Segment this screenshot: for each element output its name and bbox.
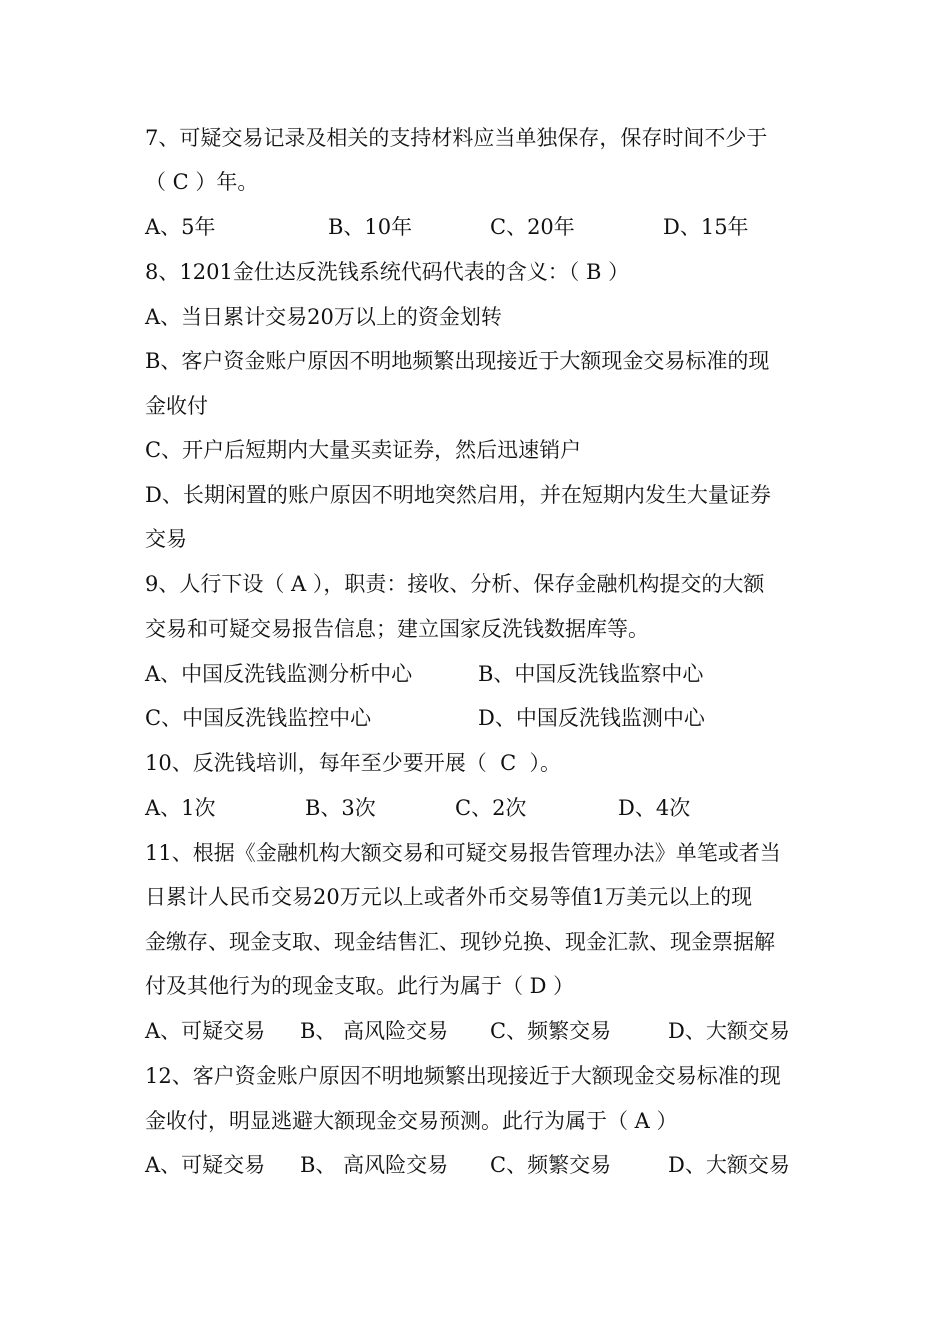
question-8-text: 8、1201金仕达反洗钱系统代码代表的含义：（ B ） [145, 260, 630, 284]
question-9-options-row2 [145, 703, 825, 733]
option-c: C、20年 [490, 215, 575, 239]
question-9-text: 9、人行下设（ A ），职责：接收、分析、保存金融机构提交的大额 [145, 572, 765, 596]
question-11-text-line3: 金缴存、现金支取、现金结售汇、现钞兑换、现金汇款、现金票据解 [145, 930, 775, 954]
question-7-text-cont: （ C ）年。 [145, 170, 259, 194]
option-d: D、大额交易 [668, 1153, 790, 1177]
option-a: A、1次 [145, 796, 216, 820]
option-d: D、4次 [618, 796, 691, 820]
question-8-option-b: B、客户资金账户原因不明地频繁出现接近于大额现金交易标准的现 [145, 349, 770, 373]
question-11-text-line4: 付及其他行为的现金支取。此行为属于（ D ） [145, 974, 575, 998]
question-8-option-b-cont: 金收付 [145, 394, 208, 418]
question-10-text: 10、反洗钱培训，每年至少要开展（ C ）。 [145, 751, 561, 775]
question-9-options-row1 [145, 659, 825, 689]
option-c: C、频繁交易 [490, 1153, 612, 1177]
option-c: C、2次 [455, 796, 527, 820]
option-b: B、 高风险交易 [300, 1153, 449, 1177]
option-c: C、频繁交易 [490, 1019, 612, 1043]
question-8-option-d-cont: 交易 [145, 527, 187, 551]
option-d: D、15年 [663, 215, 749, 239]
option-a: A、可疑交易 [145, 1153, 266, 1177]
question-8-option-d: D、长期闲置的账户原因不明地突然启用，并在短期内发生大量证券 [145, 483, 771, 507]
question-7-text: 7、可疑交易记录及相关的支持材料应当单独保存，保存时间不少于 [145, 126, 768, 150]
option-a: A、可疑交易 [145, 1019, 266, 1043]
question-11-options [145, 1016, 825, 1046]
option-b: B、3次 [305, 796, 376, 820]
option-d: D、大额交易 [668, 1019, 790, 1043]
question-10-options [145, 793, 825, 823]
option-a: A、5年 [145, 215, 216, 239]
question-7-options [145, 212, 825, 242]
option-a: A、中国反洗钱监测分析中心 [145, 662, 413, 686]
option-d: D、中国反洗钱监测中心 [478, 706, 705, 730]
question-12-text: 12、客户资金账户原因不明地频繁出现接近于大额现金交易标准的现 [145, 1064, 781, 1088]
option-b: B、10年 [328, 215, 413, 239]
question-11-text: 11、根据《金融机构大额交易和可疑交易报告管理办法》单笔或者当 [145, 841, 781, 865]
question-12-text-cont: 金收付，明显逃避大额现金交易预测。此行为属于（ A ） [145, 1109, 678, 1133]
question-8-option-c: C、开户后短期内大量买卖证券，然后迅速销户 [145, 438, 582, 462]
option-b: B、中国反洗钱监察中心 [478, 662, 704, 686]
option-b: B、 高风险交易 [300, 1019, 449, 1043]
question-12-options [145, 1150, 825, 1180]
question-8-option-a: A、当日累计交易20万以上的资金划转 [145, 305, 502, 329]
option-c: C、中国反洗钱监控中心 [145, 706, 372, 730]
question-11-text-line2: 日累计人民币交易20万元以上或者外币交易等值1万美元以上的现 [145, 885, 753, 909]
question-9-text-cont: 交易和可疑交易报告信息；建立国家反洗钱数据库等。 [145, 617, 649, 641]
